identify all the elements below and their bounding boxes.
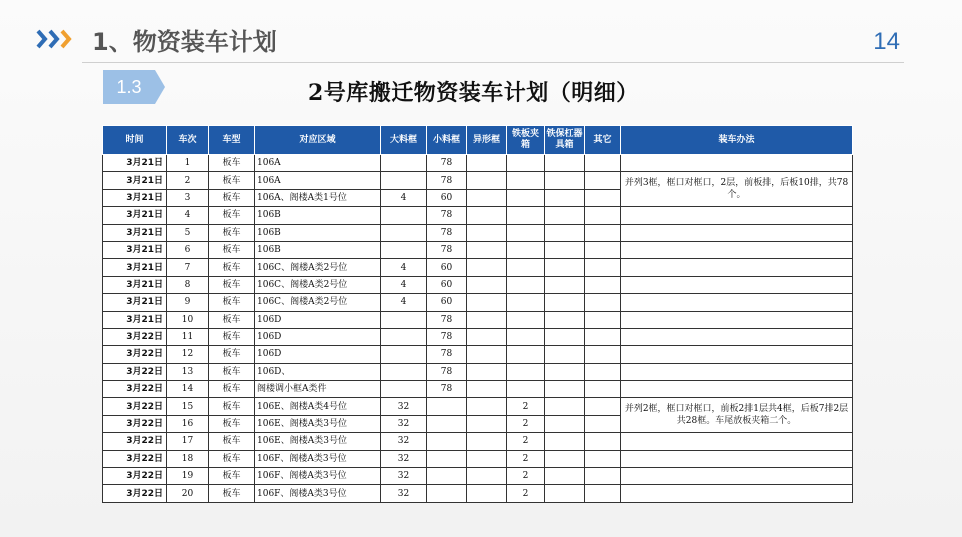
cell-other — [585, 241, 621, 258]
cell-large-frame: 32 — [381, 398, 427, 415]
cell-small-frame: 78 — [427, 311, 467, 328]
cell-large-frame: 32 — [381, 485, 427, 502]
cell-method-blank — [621, 224, 853, 241]
cell-trip: 13 — [167, 363, 209, 380]
cell-time: 3月21日 — [103, 241, 167, 258]
cell-area: 106C、阁楼A类2号位 — [255, 276, 381, 293]
cell-other — [585, 363, 621, 380]
cell-large-frame: 32 — [381, 415, 427, 432]
cell-large-frame — [381, 311, 427, 328]
cell-bumper-box — [545, 381, 585, 398]
cell-odd-frame — [467, 311, 507, 328]
cell-method-blank — [621, 259, 853, 276]
col-header-bumper-box: 铁保杠器具箱 — [545, 126, 585, 155]
cell-bumper-box — [545, 468, 585, 485]
cell-large-frame — [381, 241, 427, 258]
cell-small-frame — [427, 398, 467, 415]
cell-other — [585, 468, 621, 485]
col-header-odd-frame: 异形框 — [467, 126, 507, 155]
cell-trip: 17 — [167, 433, 209, 450]
cell-trip: 16 — [167, 415, 209, 432]
cell-other — [585, 328, 621, 345]
cell-vehicle: 板车 — [209, 485, 255, 502]
cell-other — [585, 207, 621, 224]
cell-method-blank — [621, 155, 853, 172]
cell-area: 106C、阁楼A类2号位 — [255, 294, 381, 311]
cell-plate-clamp-box: 2 — [507, 433, 545, 450]
cell-trip: 19 — [167, 468, 209, 485]
cell-other — [585, 485, 621, 502]
cell-vehicle: 板车 — [209, 433, 255, 450]
table-header-row — [103, 126, 853, 155]
cell-large-frame: 32 — [381, 433, 427, 450]
cell-trip: 1 — [167, 155, 209, 172]
cell-area: 106B — [255, 241, 381, 258]
cell-time: 3月21日 — [103, 155, 167, 172]
cell-large-frame: 4 — [381, 259, 427, 276]
table-row — [103, 468, 853, 485]
cell-large-frame — [381, 346, 427, 363]
cell-method-blank — [621, 485, 853, 502]
cell-odd-frame — [467, 468, 507, 485]
table-row — [103, 241, 853, 258]
cell-plate-clamp-box — [507, 276, 545, 293]
cell-large-frame — [381, 328, 427, 345]
cell-odd-frame — [467, 224, 507, 241]
cell-vehicle: 板车 — [209, 276, 255, 293]
cell-vehicle: 板车 — [209, 189, 255, 206]
cell-trip: 8 — [167, 276, 209, 293]
cell-vehicle: 板车 — [209, 415, 255, 432]
cell-plate-clamp-box — [507, 294, 545, 311]
table-row — [103, 450, 853, 467]
cell-large-frame — [381, 207, 427, 224]
cell-vehicle: 板车 — [209, 363, 255, 380]
cell-vehicle: 板车 — [209, 241, 255, 258]
cell-plate-clamp-box — [507, 259, 545, 276]
cell-plate-clamp-box — [507, 207, 545, 224]
cell-plate-clamp-box — [507, 363, 545, 380]
cell-small-frame: 78 — [427, 155, 467, 172]
cell-plate-clamp-box — [507, 155, 545, 172]
cell-area: 106E、阁楼A类3号位 — [255, 433, 381, 450]
cell-other — [585, 433, 621, 450]
cell-other — [585, 224, 621, 241]
cell-method-blank — [621, 241, 853, 258]
cell-vehicle: 板车 — [209, 468, 255, 485]
cell-bumper-box — [545, 398, 585, 415]
cell-bumper-box — [545, 415, 585, 432]
cell-method-blank — [621, 363, 853, 380]
cell-vehicle: 板车 — [209, 259, 255, 276]
cell-area: 106D — [255, 311, 381, 328]
cell-bumper-box — [545, 207, 585, 224]
cell-plate-clamp-box — [507, 328, 545, 345]
cell-method-plan-a: 并列3框，框口对框口，2层，前板排，后板10排，共78个。 — [621, 172, 853, 207]
cell-other — [585, 259, 621, 276]
cell-odd-frame — [467, 155, 507, 172]
cell-small-frame: 78 — [427, 328, 467, 345]
cell-trip: 20 — [167, 485, 209, 502]
cell-time: 3月22日 — [103, 346, 167, 363]
cell-large-frame — [381, 381, 427, 398]
cell-method-blank — [621, 433, 853, 450]
cell-vehicle: 板车 — [209, 328, 255, 345]
col-header-time: 时间 — [103, 126, 167, 155]
cell-odd-frame — [467, 189, 507, 206]
cell-vehicle: 板车 — [209, 155, 255, 172]
section-number: 1.3 — [116, 77, 142, 97]
cell-plate-clamp-box: 2 — [507, 485, 545, 502]
slide-title: 1、物资装车计划 — [92, 28, 277, 56]
cell-area: 106D — [255, 346, 381, 363]
loading-plan-table — [102, 125, 853, 503]
cell-small-frame: 78 — [427, 363, 467, 380]
cell-area: 106B — [255, 224, 381, 241]
cell-area: 106E、阁楼A类4号位 — [255, 398, 381, 415]
cell-bumper-box — [545, 276, 585, 293]
cell-odd-frame — [467, 363, 507, 380]
table-row — [103, 294, 853, 311]
chevron-arrows-icon — [36, 28, 78, 50]
cell-other — [585, 450, 621, 467]
cell-bumper-box — [545, 450, 585, 467]
cell-area: 106F、阁楼A类3号位 — [255, 468, 381, 485]
table-row — [103, 207, 853, 224]
table-row — [103, 224, 853, 241]
cell-trip: 3 — [167, 189, 209, 206]
cell-vehicle: 板车 — [209, 207, 255, 224]
cell-other — [585, 415, 621, 432]
cell-small-frame: 60 — [427, 259, 467, 276]
cell-odd-frame — [467, 346, 507, 363]
cell-trip: 4 — [167, 207, 209, 224]
cell-plate-clamp-box — [507, 224, 545, 241]
cell-vehicle: 板车 — [209, 346, 255, 363]
cell-method-blank — [621, 294, 853, 311]
cell-large-frame — [381, 155, 427, 172]
cell-odd-frame — [467, 294, 507, 311]
cell-vehicle: 板车 — [209, 450, 255, 467]
cell-area: 106F、阁楼A类3号位 — [255, 450, 381, 467]
cell-method-blank — [621, 276, 853, 293]
cell-time: 3月21日 — [103, 207, 167, 224]
cell-plate-clamp-box: 2 — [507, 450, 545, 467]
cell-method-blank — [621, 450, 853, 467]
cell-odd-frame — [467, 415, 507, 432]
cell-vehicle: 板车 — [209, 294, 255, 311]
col-header-vehicle: 车型 — [209, 126, 255, 155]
cell-time: 3月22日 — [103, 415, 167, 432]
cell-area: 阁楼调小框A类件 — [255, 381, 381, 398]
cell-other — [585, 398, 621, 415]
table-row — [103, 276, 853, 293]
cell-bumper-box — [545, 433, 585, 450]
cell-small-frame: 60 — [427, 294, 467, 311]
cell-bumper-box — [545, 346, 585, 363]
cell-trip: 7 — [167, 259, 209, 276]
cell-area: 106E、阁楼A类3号位 — [255, 415, 381, 432]
cell-time: 3月22日 — [103, 450, 167, 467]
table-row — [103, 311, 853, 328]
cell-method-plan-b: 并列2框，框口对框口，前板2排1层共4框，后板7排2层共28框。车尾放板夹箱二个。 — [621, 398, 853, 433]
cell-odd-frame — [467, 259, 507, 276]
cell-bumper-box — [545, 485, 585, 502]
cell-other — [585, 311, 621, 328]
table-body — [103, 155, 853, 503]
cell-method-blank — [621, 311, 853, 328]
table-row — [103, 398, 853, 415]
cell-vehicle: 板车 — [209, 224, 255, 241]
cell-time: 3月21日 — [103, 294, 167, 311]
col-header-method: 装车办法 — [621, 126, 853, 155]
cell-time: 3月21日 — [103, 259, 167, 276]
cell-small-frame: 78 — [427, 241, 467, 258]
cell-odd-frame — [467, 381, 507, 398]
cell-other — [585, 276, 621, 293]
cell-plate-clamp-box — [507, 381, 545, 398]
table-row — [103, 381, 853, 398]
cell-small-frame — [427, 450, 467, 467]
cell-time: 3月21日 — [103, 172, 167, 189]
cell-odd-frame — [467, 207, 507, 224]
cell-area: 106D — [255, 328, 381, 345]
table-row — [103, 172, 853, 189]
cell-other — [585, 294, 621, 311]
cell-large-frame: 32 — [381, 468, 427, 485]
cell-other — [585, 155, 621, 172]
cell-time: 3月22日 — [103, 328, 167, 345]
cell-other — [585, 172, 621, 189]
cell-time: 3月22日 — [103, 398, 167, 415]
cell-small-frame: 78 — [427, 207, 467, 224]
cell-area: 106A — [255, 155, 381, 172]
cell-odd-frame — [467, 433, 507, 450]
cell-plate-clamp-box — [507, 346, 545, 363]
cell-trip: 10 — [167, 311, 209, 328]
cell-vehicle: 板车 — [209, 311, 255, 328]
cell-large-frame — [381, 363, 427, 380]
cell-small-frame — [427, 433, 467, 450]
table-row — [103, 363, 853, 380]
col-header-large-frame: 大料框 — [381, 126, 427, 155]
cell-bumper-box — [545, 294, 585, 311]
cell-odd-frame — [467, 241, 507, 258]
col-header-area: 对应区域 — [255, 126, 381, 155]
cell-odd-frame — [467, 450, 507, 467]
cell-bumper-box — [545, 328, 585, 345]
cell-bumper-box — [545, 363, 585, 380]
cell-method-blank — [621, 346, 853, 363]
cell-odd-frame — [467, 398, 507, 415]
cell-other — [585, 381, 621, 398]
cell-trip: 12 — [167, 346, 209, 363]
cell-small-frame: 78 — [427, 346, 467, 363]
cell-time: 3月22日 — [103, 468, 167, 485]
cell-time: 3月22日 — [103, 363, 167, 380]
cell-odd-frame — [467, 276, 507, 293]
cell-time: 3月21日 — [103, 189, 167, 206]
cell-plate-clamp-box: 2 — [507, 415, 545, 432]
cell-plate-clamp-box — [507, 241, 545, 258]
col-header-other: 其它 — [585, 126, 621, 155]
cell-bumper-box — [545, 224, 585, 241]
cell-plate-clamp-box — [507, 189, 545, 206]
cell-large-frame — [381, 224, 427, 241]
cell-trip: 14 — [167, 381, 209, 398]
cell-trip: 6 — [167, 241, 209, 258]
cell-time: 3月22日 — [103, 381, 167, 398]
cell-area: 106D、 — [255, 363, 381, 380]
cell-small-frame: 78 — [427, 381, 467, 398]
cell-small-frame: 78 — [427, 172, 467, 189]
col-header-plate-clamp-box: 铁板夹箱 — [507, 126, 545, 155]
cell-large-frame — [381, 172, 427, 189]
table-row — [103, 328, 853, 345]
cell-plate-clamp-box — [507, 172, 545, 189]
cell-method-blank — [621, 328, 853, 345]
cell-small-frame: 60 — [427, 189, 467, 206]
cell-vehicle: 板车 — [209, 381, 255, 398]
cell-area: 106B — [255, 207, 381, 224]
cell-trip: 11 — [167, 328, 209, 345]
cell-plate-clamp-box — [507, 311, 545, 328]
cell-bumper-box — [545, 155, 585, 172]
cell-large-frame: 4 — [381, 189, 427, 206]
cell-large-frame: 4 — [381, 294, 427, 311]
cell-odd-frame — [467, 172, 507, 189]
table-row — [103, 433, 853, 450]
cell-time: 3月21日 — [103, 276, 167, 293]
cell-large-frame: 32 — [381, 450, 427, 467]
cell-bumper-box — [545, 241, 585, 258]
page-number: 14 — [873, 28, 900, 55]
cell-trip: 2 — [167, 172, 209, 189]
cell-time: 3月21日 — [103, 311, 167, 328]
cell-method-blank — [621, 207, 853, 224]
cell-bumper-box — [545, 189, 585, 206]
cell-area: 106A、阁楼A类1号位 — [255, 189, 381, 206]
cell-trip: 15 — [167, 398, 209, 415]
slide-header — [0, 0, 962, 66]
cell-trip: 9 — [167, 294, 209, 311]
cell-method-blank — [621, 468, 853, 485]
cell-small-frame: 78 — [427, 224, 467, 241]
cell-large-frame: 4 — [381, 276, 427, 293]
table-title: 2号库搬迁物资装车计划（明细） — [308, 80, 639, 106]
cell-small-frame — [427, 468, 467, 485]
cell-trip: 5 — [167, 224, 209, 241]
cell-bumper-box — [545, 259, 585, 276]
cell-plate-clamp-box: 2 — [507, 468, 545, 485]
cell-plate-clamp-box: 2 — [507, 398, 545, 415]
header-divider — [82, 62, 904, 63]
cell-small-frame: 60 — [427, 276, 467, 293]
cell-bumper-box — [545, 172, 585, 189]
cell-small-frame — [427, 485, 467, 502]
table-row — [103, 155, 853, 172]
cell-odd-frame — [467, 485, 507, 502]
cell-other — [585, 346, 621, 363]
table-row — [103, 485, 853, 502]
col-header-trip: 车次 — [167, 126, 209, 155]
cell-vehicle: 板车 — [209, 172, 255, 189]
cell-bumper-box — [545, 311, 585, 328]
cell-time: 3月22日 — [103, 433, 167, 450]
cell-vehicle: 板车 — [209, 398, 255, 415]
cell-other — [585, 189, 621, 206]
cell-area: 106C、阁楼A类2号位 — [255, 259, 381, 276]
cell-time: 3月21日 — [103, 224, 167, 241]
cell-odd-frame — [467, 328, 507, 345]
cell-trip: 18 — [167, 450, 209, 467]
cell-time: 3月22日 — [103, 485, 167, 502]
col-header-small-frame: 小料框 — [427, 126, 467, 155]
cell-method-blank — [621, 381, 853, 398]
table-row — [103, 346, 853, 363]
cell-small-frame — [427, 415, 467, 432]
loading-plan-table-container — [102, 125, 852, 503]
table-row — [103, 259, 853, 276]
cell-area: 106F、阁楼A类3号位 — [255, 485, 381, 502]
cell-area: 106A — [255, 172, 381, 189]
